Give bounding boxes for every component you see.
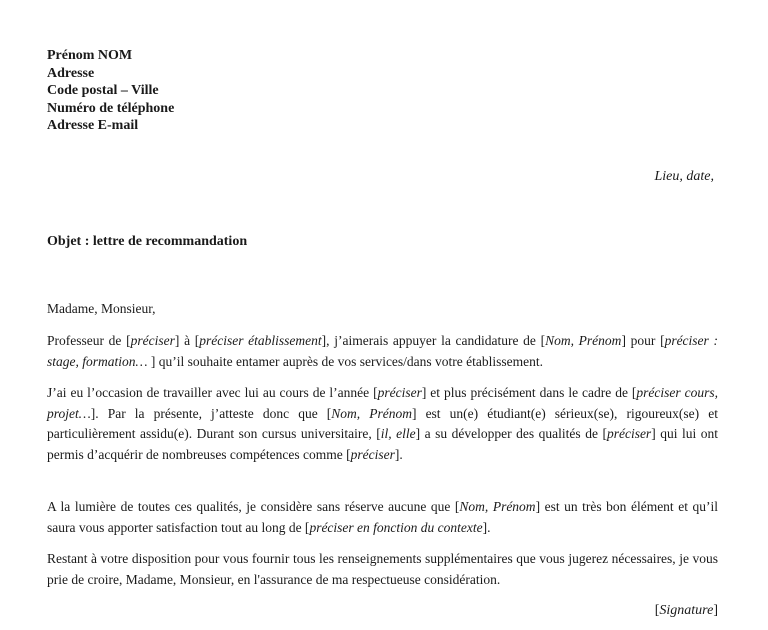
paragraph-text: ] pour [ [621, 333, 665, 348]
sender-block [47, 47, 174, 135]
paragraph-text: ] et plus précisément dans le cadre de [ [421, 385, 637, 400]
placeholder-text: préciser en fonction du contexte [309, 519, 483, 535]
sender-postal-city: Code postal – Ville [47, 83, 159, 98]
sender-phone: Numéro de téléphone [47, 100, 175, 116]
placeholder-text: Nom, Prénom [545, 333, 622, 348]
sender-address: Adresse [47, 65, 95, 81]
placeholder-text: préciser [606, 426, 652, 442]
paragraph-text: ] a su développer des qualités de [ [415, 426, 607, 442]
paragraph-text: ] est un(e) étudiant(e) sérieux(se), rigoureux(se) et particulièrement assidu(e). Durant son cursus universitaire, [ [47, 405, 718, 442]
signature-placeholder [655, 603, 718, 619]
placeholder-text: préciser [130, 333, 175, 348]
paragraph-text: ] qu’il souhaite entamer auprès de vos services/dans votre établissement. [147, 353, 544, 369]
signature-label: Signature [659, 603, 714, 618]
placeholder-text: Nom, Prénom [331, 405, 412, 421]
paragraph-text: ]. [482, 519, 491, 535]
sender-name: Prénom NOM [47, 48, 133, 63]
paragraph-text: ]. [394, 446, 403, 462]
paragraph-text: Professeur de [ [47, 333, 131, 348]
paragraph-4 [47, 549, 718, 590]
subject-line: Objet : lettre de recommandation [47, 234, 248, 249]
place-date: Lieu, date, [654, 169, 714, 184]
placeholder-text: préciser : stage, formation… [47, 333, 718, 369]
paragraph-text: ]. Par la présente, j’atteste donc que [ [90, 405, 332, 421]
paragraph-text: ] à [ [174, 333, 200, 348]
placeholder-text: préciser [377, 385, 422, 400]
placeholder-text: préciser [350, 446, 395, 462]
placeholder-text: Nom, Prénom [459, 499, 536, 514]
paragraph-2 [47, 383, 718, 465]
paragraph-1 [47, 331, 718, 372]
paragraph-text: J’ai eu l’occasion de travailler avec lui au cours de l’année [ [47, 385, 378, 400]
signature-close-bracket: ] [713, 603, 718, 618]
sender-email: Adresse E-mail [47, 118, 139, 133]
paragraph-text: ] qui lui ont permis d’acquérir de nombreuses compétences comme [ [47, 426, 719, 462]
salutation: Madame, Monsieur, [47, 301, 156, 316]
paragraph-text: ], j’aimerais appuyer la candidature de [ [321, 333, 546, 348]
placeholder-text: il, elle [380, 426, 416, 442]
paragraph-text: Restant à votre disposition pour vous fournir tous les renseignements supplémentaires que vous jugerez nécessaires, je vous prie de croire, Madame, Monsieur, en l'assurance de ma respectueuse considération. [47, 551, 718, 587]
placeholder-text: préciser établissement [199, 333, 322, 348]
paragraph-text: ] est un très bon élément et qu’il saura vous apporter satisfaction tout au long de [ [47, 499, 718, 535]
placeholder-text: préciser cours, projet… [47, 385, 718, 421]
signature-open-bracket: [ [654, 603, 660, 618]
paragraph-3 [47, 497, 718, 538]
paragraph-text: A la lumière de toutes ces qualités, je considère sans réserve aucune que [ [47, 499, 460, 514]
